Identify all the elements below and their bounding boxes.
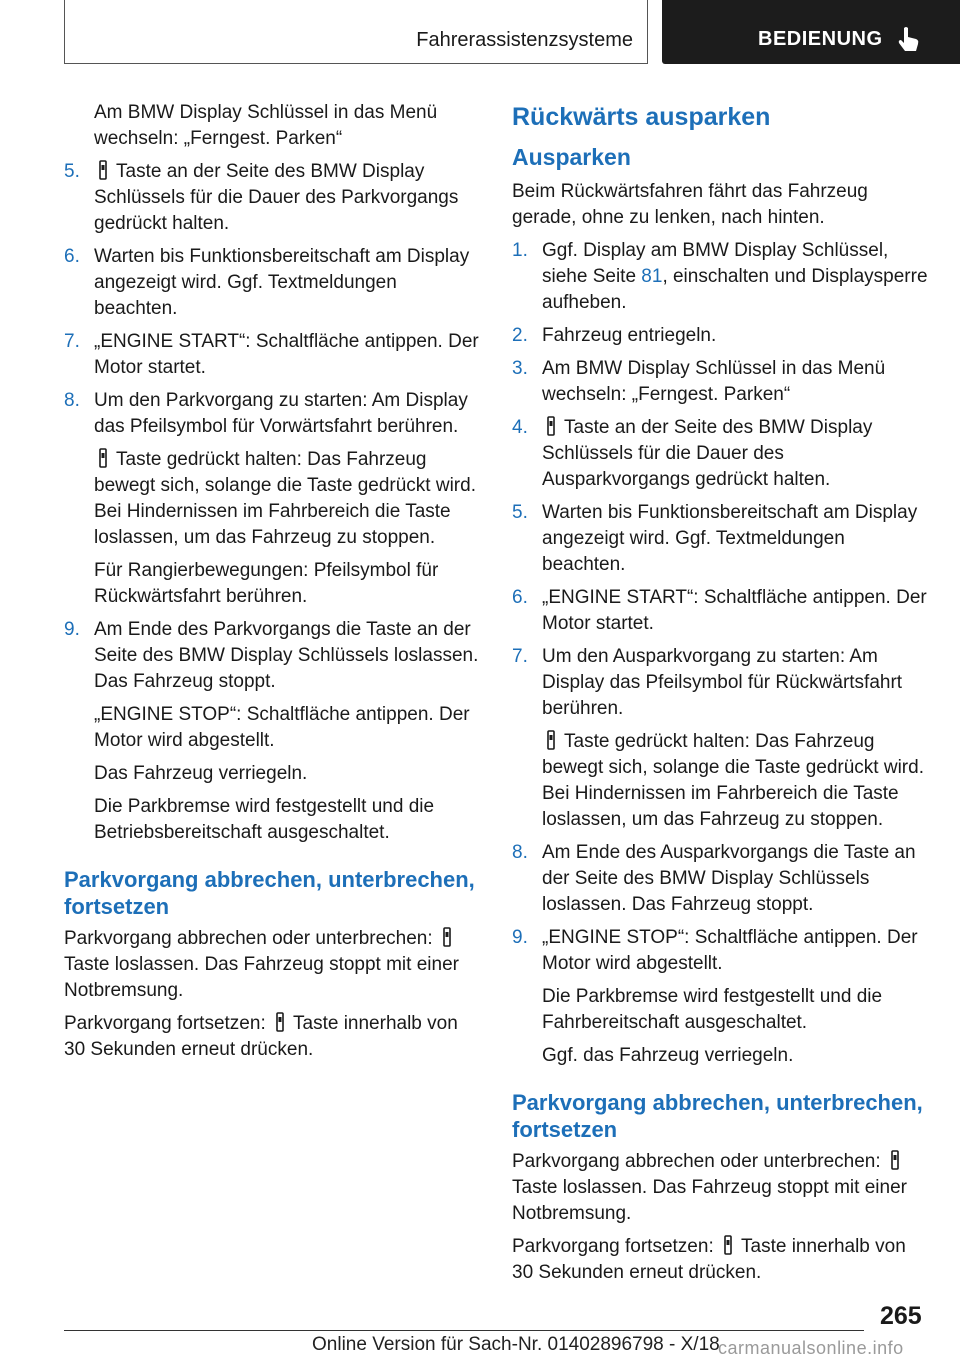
step-number: 9. <box>64 619 80 640</box>
step-text: „ENGINE STOP“: Schaltfläche antippen. Der Motor wird abgestellt. <box>542 927 918 974</box>
step-number: 8. <box>512 842 528 863</box>
step-text: Am Ende des Parkvorgangs die Taste an der Seite des BMW Display Schlüssels loslassen. Das Fahrzeug stoppt. <box>94 619 479 692</box>
step-item <box>64 388 482 440</box>
chapter-tab <box>662 0 960 64</box>
step-subtext: Für Rangierbewegungen: Pfeilsymbol für Rückwärtsfahrt berühren. <box>94 560 439 607</box>
key-button-icon <box>96 448 110 468</box>
step-text: Um den Parkvorgang zu starten: Am Display das Pfeilsymbol für Vorwärtsfahrt berühren. <box>94 390 468 437</box>
step-text: Am Ende des Ausparkvorgangs die Taste an der Seite des BMW Display Schlüssels loslassen. Das Fahrzeug stoppt. <box>542 842 916 915</box>
step-item <box>512 415 932 493</box>
step-number: 5. <box>64 161 80 182</box>
step-number: 7. <box>512 646 528 667</box>
step-subtext: Die Parkbremse wird festgestellt und die Fahrbereitschaft ausgeschaltet. <box>542 986 883 1033</box>
step-continuation: Am BMW Display Schlüssel in das Menü wechseln: „Ferngest. Parken“ <box>94 102 438 149</box>
page-header <box>0 0 960 66</box>
step-item <box>64 329 482 381</box>
step-subtext: Taste gedrückt halten: Das Fahrzeug bewegt sich, solange die Taste gedrückt wird. Bei Hindernissen im Fahrbereich die Taste loslassen, um das Fahrzeug zu stoppen. <box>542 731 924 830</box>
footer-version-text: Online Version für Sach-Nr. 01402896798 - X/18 <box>312 1334 720 1355</box>
step-text: Taste an der Seite des BMW Display Schlüssels für die Dauer des Parkvorgangs gedrückt halten. <box>94 161 459 234</box>
step-text: „ENGINE START“: Schaltfläche antippen. Der Motor startet. <box>94 331 479 378</box>
step-subtext: Das Fahrzeug verriegeln. <box>94 763 308 784</box>
step-item <box>64 244 482 322</box>
paragraph: Parkvorgang abbrechen oder unterbrechen: Taste loslassen. Das Fahrzeug stoppt mit einer Notbremsung. <box>512 1151 907 1224</box>
step-item <box>512 323 932 349</box>
key-button-icon <box>96 160 110 180</box>
step-item <box>512 585 932 637</box>
paragraph: Parkvorgang fortsetzen: Taste innerhalb von 30 Sekunden erneut drücken. <box>64 1013 458 1060</box>
step-text: Warten bis Funktionsbereitschaft am Display angezeigt wird. Ggf. Textmeldungen beachten. <box>542 502 918 575</box>
section-title: Fahrerassistenzsysteme <box>416 29 633 51</box>
step-item: 1. Ggf. Display am BMW Display Schlüssel, siehe Seite 81, einschalten und Displaysperre aufheben. <box>512 240 928 313</box>
footer-divider <box>64 1330 864 1331</box>
step-item <box>512 925 932 977</box>
step-number: 9. <box>512 927 528 948</box>
watermark: carmanualsonline.info <box>718 1338 904 1358</box>
step-subtext: Die Parkbremse wird festgestellt und die Betriebsbereitschaft ausgeschaltet. <box>94 796 435 843</box>
step-number: 6. <box>64 246 80 267</box>
paragraph: Parkvorgang fortsetzen: Taste innerhalb von 30 Sekunden erneut drücken. <box>512 1236 906 1283</box>
section-tab <box>64 0 648 64</box>
left-column <box>64 100 482 1070</box>
step-text: Um den Ausparkvorgang zu starten: Am Display das Pfeilsymbol für Rückwärtsfahrt berühren. <box>542 646 903 719</box>
step-text: Am BMW Display Schlüssel in das Menü wechseln: „Ferngest. Parken“ <box>542 358 886 405</box>
sub-heading: Ausparken <box>512 144 631 170</box>
step-item <box>512 500 932 578</box>
key-button-icon <box>721 1235 735 1255</box>
section-heading: Parkvorgang abbrechen, unterbrechen, fortsetzen <box>512 1090 923 1142</box>
key-button-icon <box>888 1150 902 1170</box>
page-number: 265 <box>880 1302 922 1330</box>
step-text: „ENGINE START“: Schaltfläche antippen. Der Motor startet. <box>542 587 927 634</box>
step-text: Fahrzeug entriegeln. <box>542 325 717 346</box>
intro-paragraph: Beim Rückwärtsfahren fährt das Fahrzeug gerade, ohne zu lenken, nach hinten. <box>512 181 868 228</box>
right-column <box>512 100 932 1293</box>
step-subtext: Ggf. das Fahrzeug verriegeln. <box>542 1045 794 1066</box>
step-number: 1. <box>512 240 528 261</box>
page-reference-link[interactable]: 81 <box>641 266 663 287</box>
page-heading: Rückwärts ausparken <box>512 103 771 131</box>
step-number: 2. <box>512 325 528 346</box>
step-number: 5. <box>512 502 528 523</box>
step-number: 8. <box>64 390 80 411</box>
step-item <box>64 159 482 237</box>
hand-pointer-icon <box>898 26 920 54</box>
step-item <box>512 356 932 408</box>
key-button-icon <box>440 927 454 947</box>
step-number: 7. <box>64 331 80 352</box>
step-text: Taste an der Seite des BMW Display Schlüssels für die Dauer des Ausparkvorgangs gedrückt halten. <box>542 417 873 490</box>
key-button-icon <box>544 416 558 436</box>
step-subtext: Taste gedrückt halten: Das Fahrzeug bewegt sich, solange die Taste gedrückt wird. Bei Hindernissen im Fahrbereich die Taste loslassen, um das Fahrzeug zu stoppen. <box>94 449 476 548</box>
step-number: 4. <box>512 417 528 438</box>
key-button-icon <box>544 730 558 750</box>
step-number: 6. <box>512 587 528 608</box>
step-text: Warten bis Funktionsbereitschaft am Display angezeigt wird. Ggf. Textmeldungen beachten. <box>94 246 470 319</box>
section-heading: Parkvorgang abbrechen, unterbrechen, fortsetzen <box>64 867 475 919</box>
step-subtext: „ENGINE STOP“: Schaltfläche antippen. Der Motor wird abgestellt. <box>94 704 470 751</box>
chapter-title: BEDIENUNG <box>758 28 883 50</box>
step-item <box>512 840 932 918</box>
key-button-icon <box>273 1012 287 1032</box>
step-item <box>64 617 482 695</box>
step-item <box>512 644 932 722</box>
paragraph: Parkvorgang abbrechen oder unterbrechen: Taste loslassen. Das Fahrzeug stoppt mit einer Notbremsung. <box>64 928 459 1001</box>
step-number: 3. <box>512 358 528 379</box>
